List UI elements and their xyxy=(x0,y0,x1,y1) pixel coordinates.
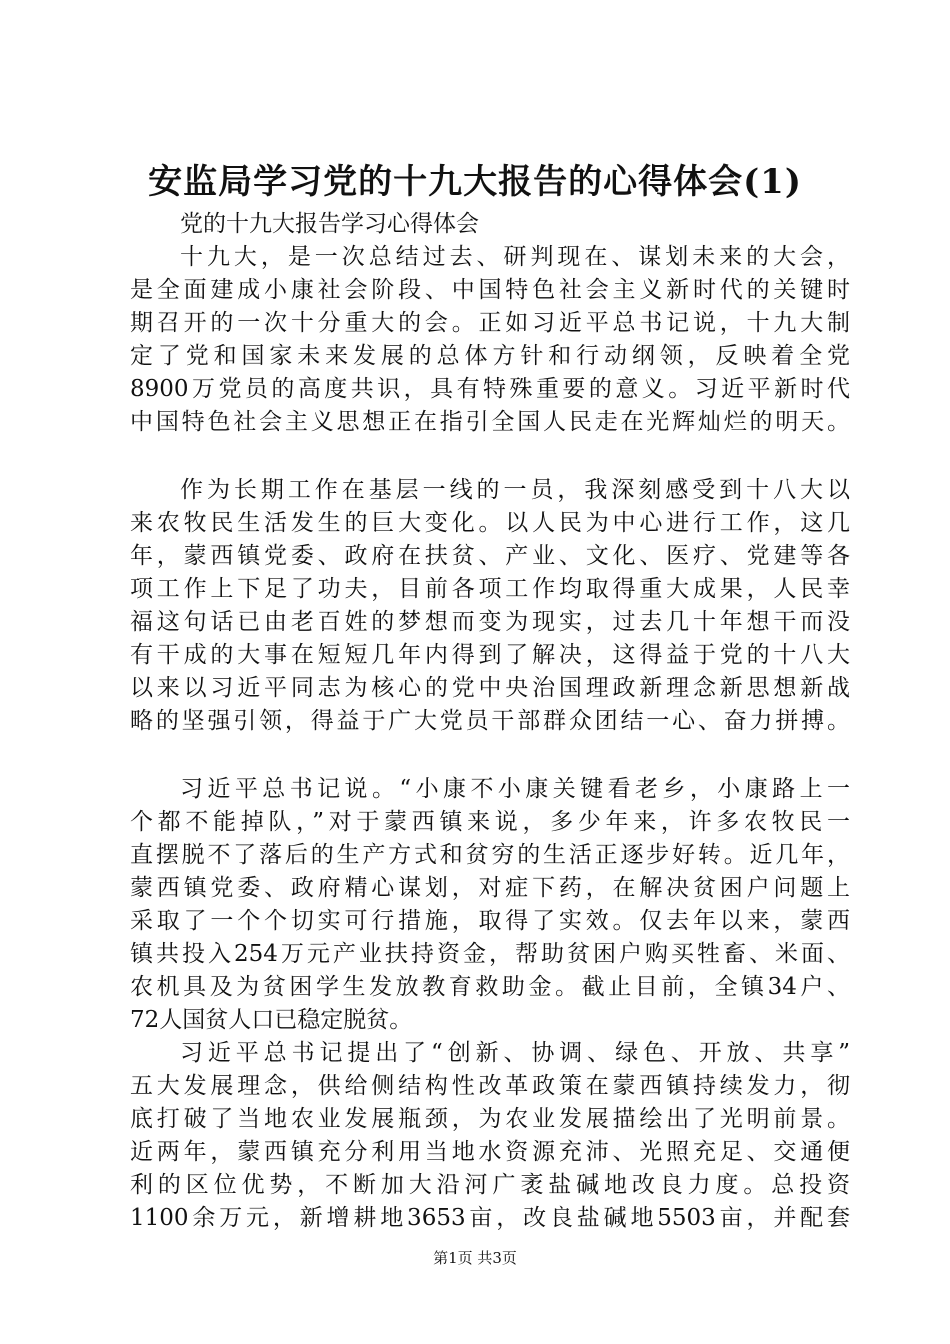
document-subtitle: 党的十九大报告学习心得体会 xyxy=(180,211,479,237)
paragraph-line: 采取了一个个切实可行措施，取得了实效。仅去年以来，蒙西 xyxy=(130,908,850,934)
document-body xyxy=(130,208,850,1235)
paragraph-4 xyxy=(130,1037,850,1235)
paragraph-line: 作为长期工作在基层一线的一员，我深刻感受到十八大以 xyxy=(180,477,850,503)
paragraph-line: 农机具及为贫困学生发放教育救助金。截止目前，全镇34户、 xyxy=(130,974,850,1000)
paragraph-2 xyxy=(130,474,850,738)
paragraph-line: 底打破了当地农业发展瓶颈，为农业发展描绘出了光明前景。 xyxy=(130,1106,850,1132)
page-footer: 第1页 共3页 xyxy=(433,1249,517,1267)
paragraph-line: 蒙西镇党委、政府精心谋划，对症下药，在解决贫困户问题上 xyxy=(130,875,850,901)
paragraph-line: 以来以习近平同志为核心的党中央治国理政新理念新思想新战 xyxy=(130,675,850,701)
paragraph-line: 习近平总书记说。“小康不小康关键看老乡，小康路上一 xyxy=(180,776,850,802)
paragraph-line: 略的坚强引领，得益于广大党员干部群众团结一心、奋力拼搏。 xyxy=(130,708,850,734)
paragraph-line: 镇共投入254万元产业扶持资金，帮助贫困户购买牲畜、米面、 xyxy=(130,941,850,967)
paragraph-line: 定了党和国家未来发展的总体方针和行动纲领，反映着全党 xyxy=(130,343,850,369)
paragraph-line: 利的区位优势，不断加大沿河广袤盐碱地改良力度。总投资 xyxy=(130,1172,850,1198)
paragraph-line: 十九大，是一次总结过去、研判现在、谋划未来的大会， xyxy=(180,244,850,270)
paragraph-line: 个都不能掉队，”对于蒙西镇来说，多少年来，许多农牧民一 xyxy=(130,809,850,835)
paragraph-gap xyxy=(130,439,850,474)
paragraph-line: 中国特色社会主义思想正在指引全国人民走在光辉灿烂的明天。 xyxy=(130,409,850,435)
paragraph-gap xyxy=(130,738,850,773)
paragraph-line: 1100余万元，新增耕地3653亩，改良盐碱地5503亩，并配套 xyxy=(130,1205,850,1231)
paragraph-line: 项工作上下足了功夫，目前各项工作均取得重大成果，人民幸 xyxy=(130,576,850,602)
paragraph-line: 72人国贫人口已稳定脱贫。 xyxy=(130,1007,413,1033)
paragraph-line: 是全面建成小康社会阶段、中国特色社会主义新时代的关键时 xyxy=(130,277,850,303)
paragraph-line: 五大发展理念，供给侧结构性改革政策在蒙西镇持续发力，彻 xyxy=(130,1073,850,1099)
paragraph-line: 8900万党员的高度共识，具有特殊重要的意义。习近平新时代 xyxy=(130,376,850,402)
paragraph-1 xyxy=(130,241,850,439)
paragraph-line: 年，蒙西镇党委、政府在扶贫、产业、文化、医疗、党建等各 xyxy=(130,543,850,569)
paragraph-3 xyxy=(130,773,850,1037)
document-title: 安监局学习党的十九大报告的心得体会(1) xyxy=(148,162,802,202)
paragraph-line: 来农牧民生活发生的巨大变化。以人民为中心进行工作，这几 xyxy=(130,510,850,536)
paragraph-line: 福这句话已由老百姓的梦想而变为现实，过去几十年想干而没 xyxy=(130,609,850,635)
paragraph-line: 期召开的一次十分重大的会。正如习近平总书记说，十九大制 xyxy=(130,310,850,336)
paragraph-line: 直摆脱不了落后的生产方式和贫穷的生活正逐步好转。近几年， xyxy=(130,842,850,868)
paragraph-line: 有干成的大事在短短几年内得到了解决，这得益于党的十八大 xyxy=(130,642,850,668)
paragraph-line: 习近平总书记提出了“创新、协调、绿色、开放、共享” xyxy=(180,1040,850,1066)
paragraph-line: 近两年，蒙西镇充分利用当地水资源充沛、光照充足、交通便 xyxy=(130,1139,850,1165)
